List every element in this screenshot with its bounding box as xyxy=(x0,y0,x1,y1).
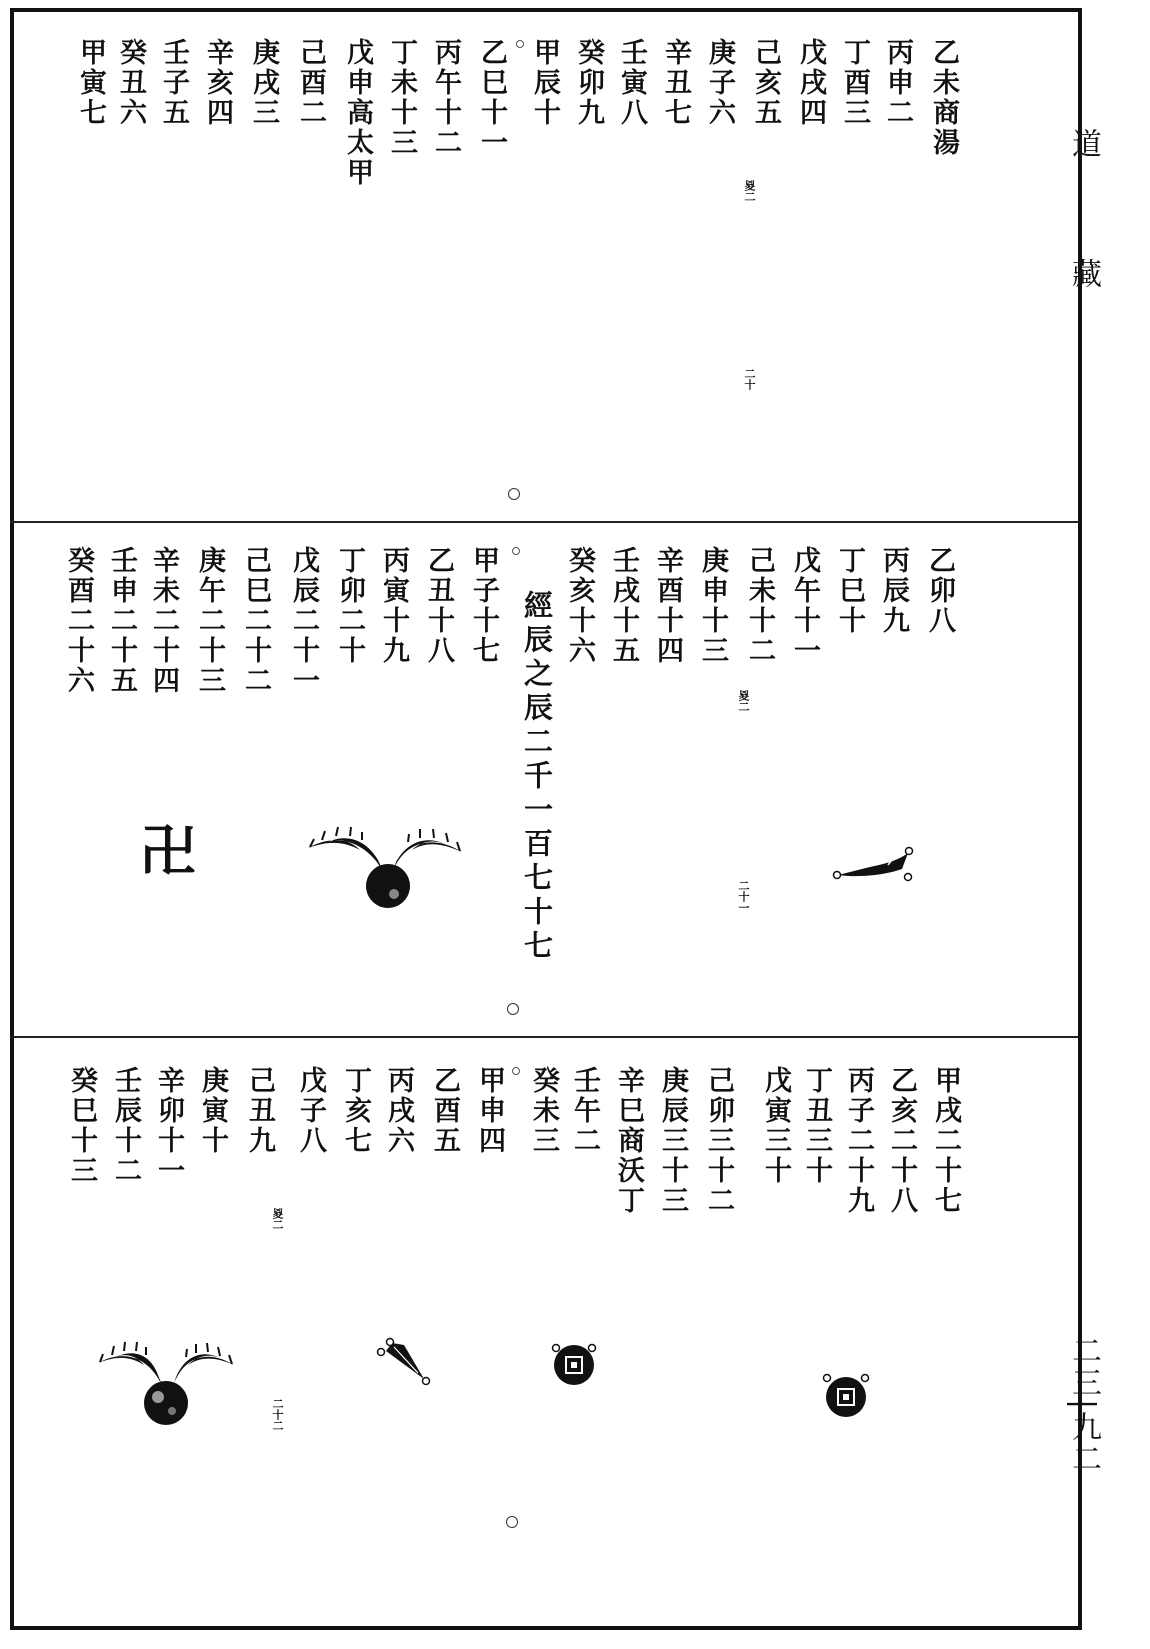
small-circle-mark xyxy=(516,40,524,48)
small-circle-mark xyxy=(506,1516,518,1528)
text-column: 甲戌二十七 xyxy=(930,1066,961,1216)
winged-orb-figure xyxy=(92,1335,242,1430)
margin-title-bottom: 藏 xyxy=(1066,258,1101,294)
text-column: 庚寅十 xyxy=(197,1066,228,1156)
text-column: 丁亥七 xyxy=(340,1066,371,1156)
text-column: 辛巳商沃丁 xyxy=(613,1066,644,1216)
text-column: 辛未二十四 xyxy=(148,546,179,696)
text-column: 丁巳十 xyxy=(834,546,865,636)
text-column: 己亥五 xyxy=(750,38,781,128)
small-circle-mark xyxy=(507,1003,519,1015)
coin-figure xyxy=(548,1338,600,1390)
text-column: 壬申二十五 xyxy=(106,546,137,696)
text-column: 壬戌十五 xyxy=(608,546,639,666)
center-heading: 經辰之辰二千一百七十七 xyxy=(520,590,554,964)
text-column: 丙申二 xyxy=(882,38,913,128)
text-column: 戊辰二十一 xyxy=(288,546,319,696)
text-column: 乙卯八 xyxy=(924,546,955,636)
panel-divider-1 xyxy=(10,521,1078,523)
page-number: 二三|九二 xyxy=(1066,1335,1101,1476)
text-column: 戊申高太甲 xyxy=(342,38,373,188)
text-column: 乙亥二十八 xyxy=(886,1066,917,1216)
text-column: 戊寅三十 xyxy=(760,1066,791,1186)
text-column: 庚申十三 xyxy=(697,546,728,666)
text-column: 丙子二十九 xyxy=(843,1066,874,1216)
text-column: 壬午二 xyxy=(569,1066,600,1156)
text-column: 戊子八 xyxy=(295,1066,326,1156)
text-column: 癸亥十六 xyxy=(564,546,595,666)
side-note: 二十二 xyxy=(271,1398,284,1431)
text-column: 丙午十二 xyxy=(430,38,461,158)
text-column: 辛酉十四 xyxy=(652,546,683,666)
side-note: 二十 xyxy=(743,368,756,390)
text-column: 辛亥四 xyxy=(202,38,233,128)
text-column: 乙巳十一 xyxy=(476,38,507,158)
text-column: 戊午十一 xyxy=(789,546,820,666)
text-column: 癸巳十三 xyxy=(66,1066,97,1186)
text-column: 丁卯二十 xyxy=(334,546,365,666)
text-column: 己卯三十二 xyxy=(703,1066,734,1216)
text-column: 辛卯十一 xyxy=(153,1066,184,1186)
text-column: 乙丑十八 xyxy=(423,546,454,666)
coin-figure xyxy=(818,1368,874,1424)
text-column: 己巳二十二 xyxy=(240,546,271,696)
text-column: 戊戌四 xyxy=(795,38,826,128)
side-note: 㚇二 xyxy=(737,690,750,712)
text-column: 壬子五 xyxy=(158,38,189,128)
text-column: 癸未三 xyxy=(528,1066,559,1156)
margin-title-top: 道 xyxy=(1066,128,1101,164)
text-column: 甲辰十 xyxy=(529,38,560,128)
text-column: 癸卯九 xyxy=(573,38,604,128)
side-note: 二十一 xyxy=(737,880,750,913)
text-column: 丁酉三 xyxy=(839,38,870,128)
text-column: 丁未十三 xyxy=(386,38,417,158)
text-column: 丁丑三十 xyxy=(801,1066,832,1186)
text-column: 庚辰三十三 xyxy=(657,1066,688,1216)
text-column: 甲寅七 xyxy=(75,38,106,128)
swastika-symbol: 卍 xyxy=(140,820,196,885)
text-column: 丙寅十九 xyxy=(378,546,409,666)
panel-divider-2 xyxy=(10,1036,1078,1038)
text-column: 庚戌三 xyxy=(248,38,279,128)
text-column: 己酉二 xyxy=(295,38,326,128)
text-column: 己丑九 xyxy=(244,1066,275,1156)
text-column: 甲子十七 xyxy=(468,546,499,666)
text-column: 辛丑七 xyxy=(660,38,691,128)
small-circle-mark xyxy=(512,1067,520,1075)
kite-figure xyxy=(374,1335,436,1387)
winged-orb-figure xyxy=(300,820,470,915)
text-column: 丙戌六 xyxy=(383,1066,414,1156)
text-column: 庚午二十三 xyxy=(194,546,225,696)
text-column: 乙未商湯 xyxy=(928,38,959,158)
side-note: 㚇二 xyxy=(271,1208,284,1230)
text-column: 癸丑六 xyxy=(115,38,146,128)
text-column: 癸酉二十六 xyxy=(63,546,94,696)
text-column: 己未十二 xyxy=(744,546,775,666)
small-circle-mark xyxy=(508,488,520,500)
text-column: 乙酉五 xyxy=(429,1066,460,1156)
boat-figure xyxy=(830,845,915,887)
text-column: 庚子六 xyxy=(704,38,735,128)
text-column: 甲申四 xyxy=(474,1066,505,1156)
text-column: 丙辰九 xyxy=(878,546,909,636)
small-circle-mark xyxy=(512,547,520,555)
side-note: 㚇二 xyxy=(743,180,756,202)
text-column: 壬寅八 xyxy=(616,38,647,128)
text-column: 壬辰十二 xyxy=(110,1066,141,1186)
